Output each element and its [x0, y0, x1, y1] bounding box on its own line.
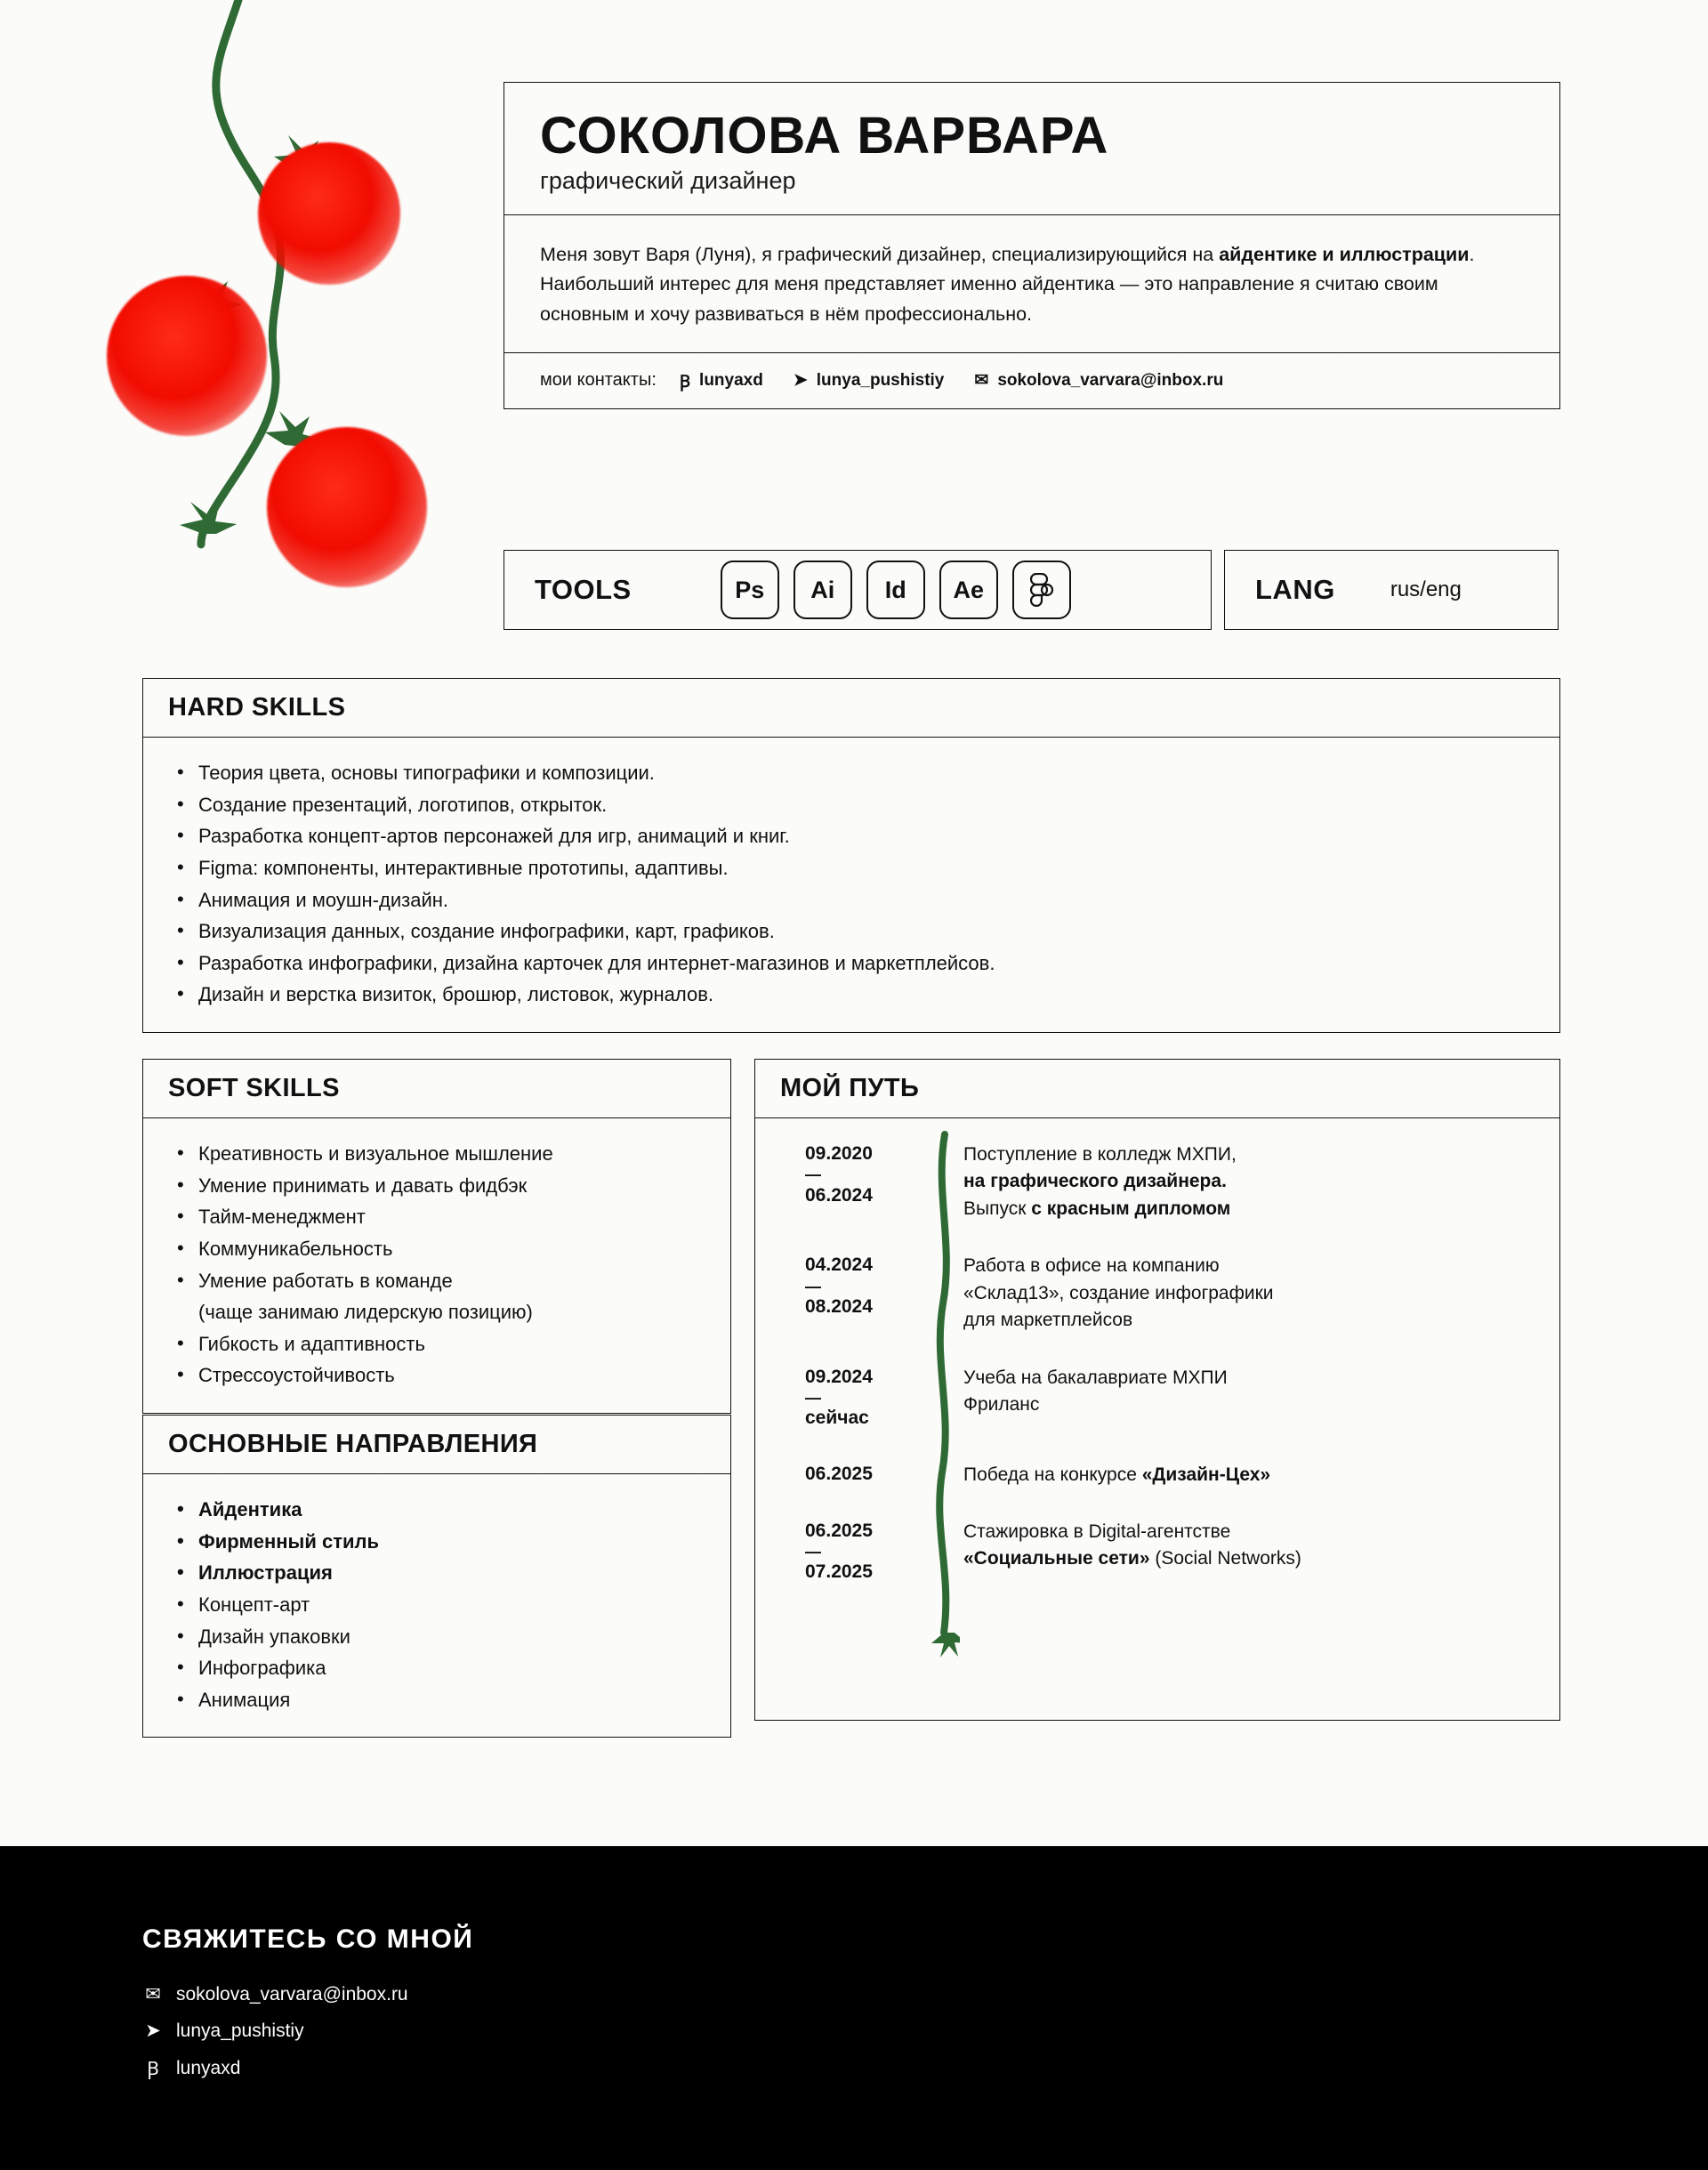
list-item: • Гибкость и адаптивность [168, 1328, 705, 1360]
footer-title: СВЯЖИТЕСЬ СО МНОЙ [142, 1924, 474, 1954]
about-text-part-2: . Наибольший интерес для меня представляет именно айдентика — это направление я считаю своим основным и хочу развиваться в нём профессионально. [540, 243, 1475, 325]
photoshop-icon: Ps [721, 561, 779, 619]
telegram-icon: ➤ [145, 2021, 161, 2041]
timeline-text-line: Работа в офисе на компанию [963, 1255, 1220, 1277]
timeline-text [910, 1141, 1237, 1222]
timeline-text-line: Стажировка в Digital-агентстве [963, 1521, 1231, 1542]
contacts-row [504, 352, 1559, 408]
tools-icon-list [721, 561, 1071, 619]
footer-telegram-value: lunya_pushistiy [176, 2020, 304, 2041]
lang-card [1224, 550, 1559, 630]
list-item: • Инфографика [168, 1652, 705, 1684]
timeline [778, 1141, 1536, 1585]
page-title: СОКОЛОВА ВАРВАРА [540, 107, 1109, 165]
footer-link-email[interactable] [142, 1983, 1708, 2005]
timeline-date-to: 08.2024 [805, 1295, 873, 1317]
contact-behance-value: lunyaxd [699, 370, 763, 390]
contact-telegram-value: lunya_pushistiy [816, 370, 945, 390]
timeline-date-from: 09.2024 [805, 1366, 873, 1387]
list-item: • Теория цвета, основы типографики и композиции. [168, 757, 1535, 789]
figma-icon [1012, 561, 1071, 619]
list-item: • Визуализация данных, создание инфографики, карт, графиков. [168, 916, 1535, 948]
path-title: МОЙ ПУТЬ [780, 1074, 920, 1102]
list-item: • Стрессоустойчивость [168, 1359, 705, 1392]
list-item: • Разработка концепт-артов персонажей для игр, анимаций и книг. [168, 820, 1535, 852]
list-item: • Умение работать в команде (чаще занимаю лидерскую позицию) [168, 1265, 705, 1328]
tomato-icon [107, 276, 267, 436]
list-item: • Тайм-менеджмент [168, 1201, 705, 1233]
path-body [755, 1117, 1559, 1720]
timeline-text-line: Поступление в колледж МХПИ, [963, 1144, 1237, 1165]
footer-email-value: sokolova_varvara@inbox.ru [176, 1983, 408, 2005]
timeline-dates [778, 1253, 910, 1319]
timeline-entry [778, 1519, 1536, 1585]
contacts-label: мои контакты: [540, 370, 657, 391]
hard-skills-title: HARD SKILLS [168, 693, 346, 722]
list-item: • Figma: компоненты, интерактивные прототипы, адаптивы. [168, 852, 1535, 884]
vine-stem-icon [0, 0, 498, 623]
about-text-part-1: Меня зовут Варя (Луня), я графический дизайнер, специализирующийся на [540, 243, 1220, 265]
timeline-text [910, 1462, 1270, 1488]
contact-email[interactable] [974, 370, 1223, 391]
timeline-text [910, 1365, 1228, 1419]
figma-glyph-icon [1030, 573, 1053, 607]
list-item: • Фирменный стиль [168, 1526, 705, 1558]
timeline-date-from: 06.2025 [805, 1463, 873, 1484]
timeline-date-from: 06.2025 [805, 1520, 873, 1541]
timeline-date-to: 07.2025 [805, 1561, 873, 1583]
timeline-dates [778, 1365, 910, 1432]
soft-skills-title: SOFT SKILLS [168, 1074, 340, 1102]
timeline-text-line: Учеба на бакалавриате МХПИ [963, 1367, 1228, 1388]
footer [0, 1846, 1708, 2170]
list-item: • Создание презентаций, логотипов, открыток. [168, 789, 1535, 821]
timeline-date-from: 04.2024 [805, 1254, 873, 1276]
timeline-date-separator: — [805, 1388, 821, 1407]
lang-title: LANG [1255, 574, 1335, 605]
footer-link-behance[interactable] [142, 2056, 1708, 2081]
timeline-dates [778, 1519, 910, 1585]
tomato-vine-decoration [0, 0, 498, 623]
footer-link-telegram[interactable] [142, 2020, 1708, 2042]
hard-skills-list [168, 757, 1535, 1011]
timeline-text-line: Выпуск с красным дипломом [963, 1198, 1231, 1219]
list-item: • Анимация [168, 1684, 705, 1716]
header-name-block [504, 83, 1559, 214]
list-item: • Коммуникабельность [168, 1233, 705, 1265]
soft-skills-card [142, 1059, 731, 1414]
tools-lang-row [504, 550, 1559, 630]
lang-value: rus/eng [1390, 577, 1462, 601]
timeline-date-to: 06.2024 [805, 1184, 873, 1206]
directions-list [168, 1494, 705, 1715]
timeline-date-separator: — [805, 1277, 821, 1295]
illustrator-icon: Ai [794, 561, 852, 619]
list-item: • Дизайн и верстка визиток, брошюр, листовок, журналов. [168, 979, 1535, 1011]
timeline-text [910, 1519, 1301, 1573]
directions-title: ОСНОВНЫЕ НАПРАВЛЕНИЯ [168, 1430, 538, 1458]
about-text-highlight: айдентике и иллюстрации [1219, 243, 1470, 265]
timeline-date-from: 09.2020 [805, 1143, 873, 1164]
mail-icon: ✉ [145, 1984, 161, 2005]
job-role: графический дизайнер [540, 166, 796, 194]
directions-card [142, 1415, 731, 1738]
telegram-icon: ➤ [793, 371, 808, 391]
hard-skills-body [143, 737, 1559, 1032]
list-item: • Дизайн упаковки [168, 1621, 705, 1653]
timeline-text-line: для маркетплейсов [963, 1310, 1133, 1331]
hard-skills-card [142, 678, 1560, 1033]
list-item: • Креативность и визуальное мышление [168, 1138, 705, 1170]
soft-skills-body [143, 1117, 730, 1413]
timeline-dates [778, 1141, 910, 1208]
directions-body [143, 1473, 730, 1737]
aftereffects-icon: Ae [939, 561, 998, 619]
list-item: • Умение принимать и давать фидбэк [168, 1170, 705, 1202]
footer-behance-value: lunyaxd [176, 2058, 241, 2078]
path-card [754, 1059, 1560, 1721]
timeline-entry [778, 1462, 1536, 1488]
contact-telegram[interactable] [794, 370, 945, 391]
contact-email-value: sokolova_varvara@inbox.ru [997, 370, 1224, 390]
timeline-entry [778, 1141, 1536, 1222]
timeline-text-line: «Склад13», создание инфографики [963, 1282, 1274, 1303]
list-item: • Иллюстрация [168, 1557, 705, 1589]
list-item: • Анимация и моушн-дизайн. [168, 884, 1535, 916]
about-block [504, 214, 1559, 352]
header-card [504, 82, 1560, 409]
timeline-text-line: Победа на конкурсе «Дизайн-Цех» [963, 1464, 1271, 1485]
behance-icon: Ꞵ [147, 2059, 159, 2079]
behance-icon: Ꞵ [679, 372, 691, 391]
timeline-entry [778, 1365, 1536, 1432]
contact-behance[interactable] [680, 369, 763, 392]
timeline-entry [778, 1253, 1536, 1334]
timeline-date-separator: — [805, 1166, 821, 1184]
mail-icon: ✉ [974, 371, 989, 391]
tomato-icon [258, 142, 400, 285]
timeline-text-line: на графического дизайнера. [963, 1171, 1227, 1192]
tomato-icon [267, 427, 427, 587]
tools-title: TOOLS [535, 574, 632, 605]
soft-skills-list [168, 1138, 705, 1392]
timeline-text [910, 1253, 1274, 1334]
list-item: • Разработка инфографики, дизайна карточек для интернет-магазинов и маркетплейсов. [168, 948, 1535, 980]
timeline-date-separator: — [805, 1543, 821, 1561]
timeline-text-line: Фриланс [963, 1394, 1040, 1416]
list-item: • Айдентика [168, 1494, 705, 1526]
timeline-date-to: сейчас [805, 1408, 869, 1429]
timeline-text-line: «Социальные сети» (Social Networks) [963, 1548, 1301, 1569]
indesign-icon: Id [866, 561, 925, 619]
timeline-dates [778, 1462, 910, 1487]
list-item: • Концепт-арт [168, 1589, 705, 1621]
tools-card [504, 550, 1212, 630]
